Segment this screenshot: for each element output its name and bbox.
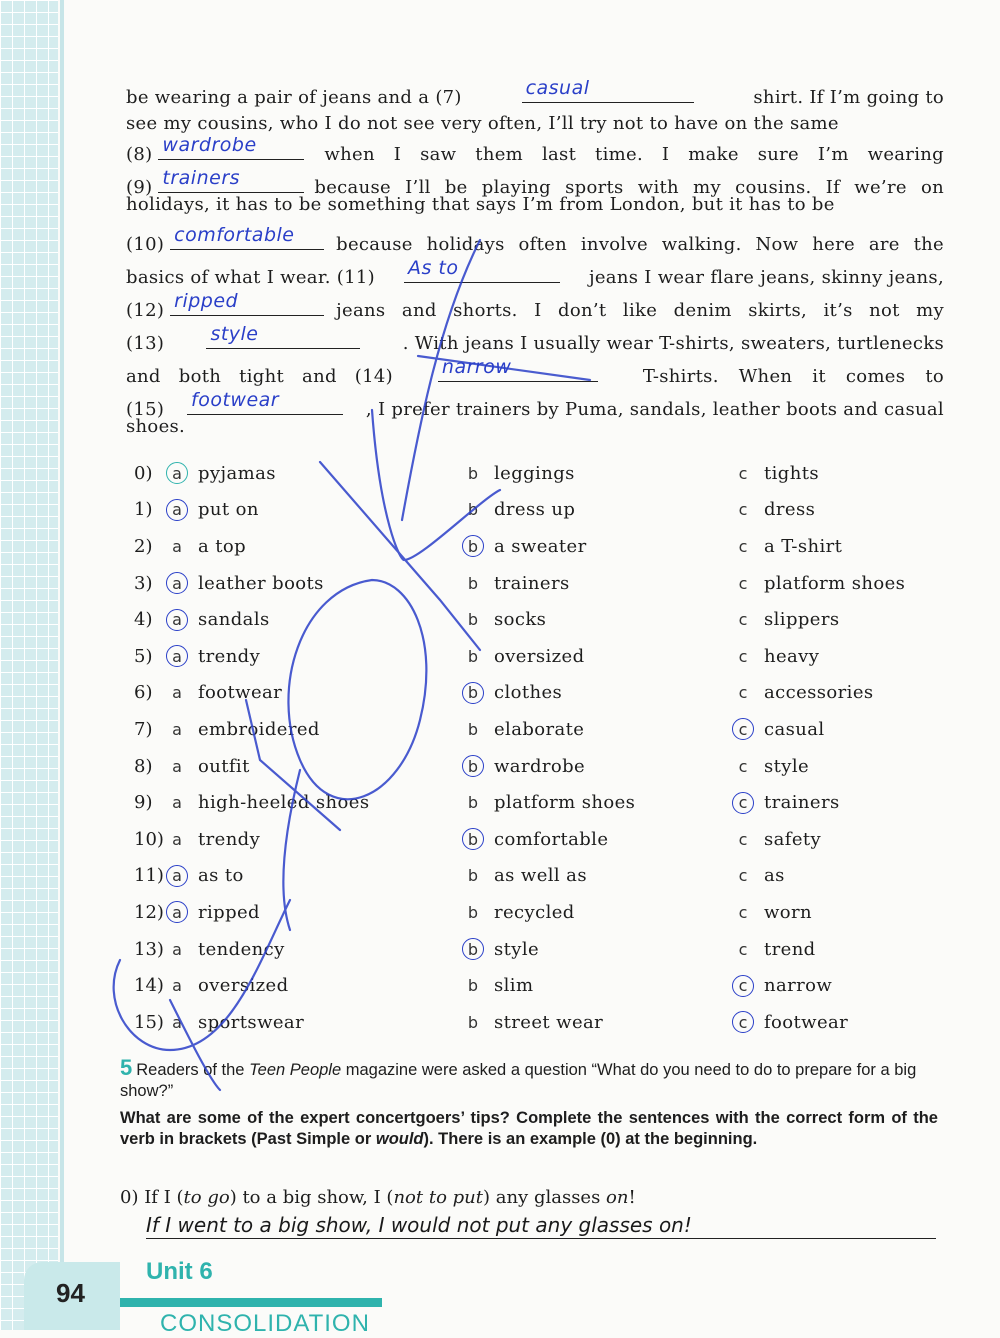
option-b[interactable] (462, 645, 585, 667)
option-row (126, 675, 946, 712)
option-number: 1) (134, 499, 153, 521)
option-c[interactable] (732, 572, 905, 594)
option-a[interactable] (166, 535, 246, 557)
option-text: narrow (764, 975, 833, 997)
option-letter: c (738, 500, 748, 520)
option-text: sportswear (198, 1011, 305, 1033)
example-answer: If I went to a big show, I would not put any glasses on! (146, 1213, 692, 1237)
example-text: ) any glasses (482, 1187, 607, 1208)
option-text: casual (764, 718, 825, 740)
option-text: style (494, 938, 540, 960)
option-letter: a (166, 901, 188, 923)
option-letter: b (467, 902, 479, 922)
option-number: 13) (134, 938, 164, 960)
passage-text: and both tight and (14) (126, 366, 393, 387)
option-letter: a (172, 939, 182, 959)
task-text: would (375, 1130, 424, 1148)
option-c[interactable] (732, 865, 785, 887)
option-letter: a (172, 756, 182, 776)
passage-text: (15) (126, 399, 165, 420)
passage-text: . With jeans I usually wear T-shirts, sweaters, turtlenecks (402, 333, 944, 354)
option-letter: c (738, 902, 748, 922)
answer-blank-12[interactable] (170, 291, 324, 316)
option-c[interactable] (732, 682, 874, 704)
option-b[interactable] (462, 792, 635, 814)
option-row (126, 455, 946, 492)
option-b[interactable] (462, 755, 585, 777)
option-number: 4) (134, 609, 153, 631)
option-a[interactable] (166, 975, 289, 997)
option-letter: b (467, 1012, 479, 1032)
option-letter: c (738, 683, 748, 703)
option-c[interactable] (732, 938, 816, 960)
answer-blank-9[interactable] (158, 168, 304, 193)
option-letter: a (172, 719, 182, 739)
option-c[interactable] (732, 645, 819, 667)
passage-line (126, 225, 944, 258)
option-text: trend (764, 938, 816, 960)
option-text: worn (764, 901, 813, 923)
option-number: 14) (134, 975, 164, 997)
answer-blank-13[interactable] (206, 324, 360, 349)
option-number: 6) (134, 682, 153, 704)
passage-text: because I’ll be playing sports with my cousins. If we’re on (314, 177, 944, 198)
passage-line (126, 167, 944, 198)
passage-text: shirt. If I’m going to (753, 87, 944, 108)
option-text: safety (764, 828, 822, 850)
option-a[interactable] (166, 1011, 304, 1033)
passage-text: because holidays often involve walking. Now here are the (336, 234, 944, 255)
passage-text: (10) (126, 234, 165, 255)
option-b[interactable] (462, 865, 587, 887)
passage-line (126, 291, 944, 324)
option-text: ripped (198, 901, 260, 923)
option-b[interactable] (462, 718, 584, 740)
handwritten-answer: ripped (174, 290, 239, 312)
passage-line (126, 324, 944, 357)
answer-blank-11[interactable] (404, 258, 560, 283)
task-text: ). There is an example (0) at the beginning. (423, 1130, 758, 1148)
option-text: leather boots (198, 572, 324, 594)
passage-text: , I prefer trainers by Puma, sandals, leather boots and casual (365, 399, 944, 420)
option-letter: c (738, 573, 748, 593)
option-letter: c (738, 866, 748, 886)
passage-text: (9) (126, 177, 153, 198)
option-number: 7) (134, 718, 153, 740)
option-letter: c (738, 829, 748, 849)
answer-blank-10[interactable] (170, 225, 324, 250)
example-sentence (120, 1187, 938, 1208)
exercise-number: 5 (120, 1055, 133, 1080)
option-row (126, 784, 946, 821)
option-text: oversized (494, 645, 585, 667)
option-c[interactable] (732, 499, 815, 521)
option-letter: b (467, 610, 479, 630)
option-text: tights (764, 462, 819, 484)
option-text: outfit (198, 755, 250, 777)
option-text: style (764, 755, 810, 777)
passage-text: see my cousins, who I do not see very often, I’ll try not to have on the same (126, 113, 839, 134)
answer-blank-15[interactable] (187, 390, 343, 415)
option-row (126, 492, 946, 529)
option-letter: b (467, 719, 479, 739)
option-letter: c (732, 718, 754, 740)
option-c[interactable] (732, 901, 812, 923)
option-letter: b (467, 976, 479, 996)
option-text: slippers (764, 609, 840, 631)
answer-options-list (126, 455, 946, 1041)
option-text: dress up (494, 499, 576, 521)
option-text: pyjamas (198, 462, 276, 484)
option-letter: b (462, 938, 484, 960)
passage-line (126, 258, 944, 291)
option-b[interactable] (462, 828, 608, 850)
option-letter: c (732, 1011, 754, 1033)
passage-line (126, 357, 944, 390)
footer-bar (120, 1298, 382, 1307)
option-a[interactable] (166, 901, 260, 923)
example-text: ! (628, 1187, 636, 1208)
section-title: CONSOLIDATION (160, 1310, 370, 1337)
option-text: as well as (494, 865, 587, 887)
option-row (126, 894, 946, 931)
option-c[interactable] (732, 609, 840, 631)
option-row (126, 601, 946, 638)
example-verb: not to put (393, 1187, 483, 1208)
example-text: 0) If I ( (120, 1187, 184, 1208)
passage-text: T-shirts. When it comes to (642, 366, 944, 387)
option-letter: a (166, 609, 188, 631)
option-a[interactable] (166, 938, 285, 960)
option-b[interactable] (462, 462, 575, 484)
option-letter: a (172, 536, 182, 556)
option-text: leggings (494, 462, 575, 484)
option-row (126, 748, 946, 785)
option-text: comfortable (494, 828, 609, 850)
handwritten-answer: narrow (441, 356, 512, 378)
exercise-5 (120, 1057, 938, 1150)
handwritten-answer: trainers (162, 167, 241, 189)
option-text: as to (198, 865, 244, 887)
option-number: 0) (134, 462, 153, 484)
passage-text: (12) (126, 300, 165, 321)
page-number: 94 (56, 1278, 85, 1308)
option-row (126, 858, 946, 895)
option-number: 15) (134, 1011, 164, 1033)
option-text: dress (764, 499, 816, 521)
option-text: accessories (764, 682, 874, 704)
passage-line (126, 192, 944, 225)
passage-text: basics of what I wear. (11) (126, 267, 375, 288)
option-c[interactable] (732, 975, 832, 997)
option-letter: b (467, 646, 479, 666)
option-text: oversized (198, 975, 289, 997)
reading-passage (126, 78, 944, 447)
option-text: embroidered (198, 718, 320, 740)
option-a[interactable] (166, 572, 324, 594)
option-a[interactable] (166, 792, 369, 814)
option-number: 9) (134, 792, 153, 814)
option-letter: c (738, 610, 748, 630)
option-a[interactable] (166, 682, 282, 704)
option-letter: b (467, 793, 479, 813)
magazine-name: Teen People (249, 1061, 342, 1079)
option-letter: a (166, 645, 188, 667)
answer-blank-14[interactable] (438, 357, 598, 382)
intro-text: magazine were asked a question “What do you need to do to prepare for a big show?” (120, 1061, 917, 1100)
exercise-task (120, 1108, 938, 1150)
option-letter: a (166, 865, 188, 887)
handwritten-answer: wardrobe (162, 134, 257, 156)
option-b[interactable] (462, 975, 533, 997)
option-letter: c (738, 463, 748, 483)
handwritten-answer: footwear (191, 389, 280, 411)
example-text: ) to a big show, I ( (229, 1187, 394, 1208)
option-text: heavy (764, 645, 820, 667)
option-text: platform shoes (494, 792, 636, 814)
option-text: trainers (494, 572, 570, 594)
option-letter: c (732, 792, 754, 814)
option-text: footwear (198, 682, 283, 704)
option-text: slim (494, 975, 534, 997)
option-c[interactable] (732, 1011, 848, 1033)
option-letter: b (467, 463, 479, 483)
option-b[interactable] (462, 682, 562, 704)
option-c[interactable] (732, 828, 821, 850)
option-text: tendency (198, 938, 285, 960)
passage-line (126, 389, 944, 420)
option-letter: c (738, 536, 748, 556)
handwritten-answer: casual (525, 77, 590, 99)
option-row (126, 931, 946, 968)
option-letter: c (732, 975, 754, 997)
option-text: socks (494, 609, 547, 631)
option-c[interactable] (732, 792, 840, 814)
option-text: a T-shirt (764, 535, 843, 557)
option-row (126, 565, 946, 602)
option-text: as (764, 865, 785, 887)
passage-text: jeans and shorts. I don’t like denim skirts, it’s not my (336, 300, 944, 321)
unit-title: Unit 6 (146, 1258, 213, 1285)
option-letter: b (467, 500, 479, 520)
handwritten-answer: comfortable (174, 224, 295, 246)
option-letter: c (738, 756, 748, 776)
passage-line (126, 78, 944, 111)
option-b[interactable] (462, 499, 575, 521)
option-letter: a (166, 572, 188, 594)
option-letter: b (462, 682, 484, 704)
margin-strip (0, 0, 58, 1330)
exercise-intro (120, 1057, 938, 1102)
option-text: trendy (198, 828, 261, 850)
option-text: clothes (494, 682, 563, 704)
option-c[interactable] (732, 755, 809, 777)
option-text: platform shoes (764, 572, 906, 594)
option-letter: b (462, 755, 484, 777)
option-row (126, 821, 946, 858)
option-row (126, 1004, 946, 1041)
option-b[interactable] (462, 938, 539, 960)
option-text: a top (198, 535, 247, 557)
option-c[interactable] (732, 462, 819, 484)
option-number: 5) (134, 645, 153, 667)
margin-line (60, 0, 64, 1330)
option-letter: a (172, 1012, 182, 1032)
option-text: elaborate (494, 718, 585, 740)
passage-text: (13) (126, 333, 165, 354)
option-b[interactable] (462, 901, 575, 923)
option-letter: b (462, 828, 484, 850)
option-row (126, 711, 946, 748)
option-a[interactable] (166, 755, 250, 777)
option-a[interactable] (166, 499, 259, 521)
option-b[interactable] (462, 535, 587, 557)
passage-text: holidays, it has to be something that says I’m from London, but it has to be (126, 194, 835, 215)
option-number: 10) (134, 828, 164, 850)
option-a[interactable] (166, 865, 244, 887)
option-text: footwear (764, 1011, 849, 1033)
option-a[interactable] (166, 645, 260, 667)
option-letter: a (172, 829, 182, 849)
option-a[interactable] (166, 462, 276, 484)
passage-text: (8) (126, 144, 153, 165)
option-row (126, 528, 946, 565)
task-text: What are some of the expert concertgoers’ tips? Complete the sentences with the correct form of the verb in brackets (Past Simple or (120, 1109, 938, 1148)
intro-text: Readers of the (136, 1061, 250, 1079)
option-b[interactable] (462, 1011, 603, 1033)
option-b[interactable] (462, 609, 546, 631)
option-text: a sweater (494, 535, 587, 557)
option-letter: a (166, 462, 188, 484)
option-row (126, 638, 946, 675)
option-letter: a (172, 683, 182, 703)
option-text: recycled (494, 901, 575, 923)
option-text: put on (198, 499, 259, 521)
passage-text: shoes. (126, 416, 186, 437)
option-text: sandals (198, 609, 270, 631)
option-text: wardrobe (494, 755, 586, 777)
option-letter: b (462, 535, 484, 557)
example-verb: to go (183, 1187, 230, 1208)
option-letter: a (172, 793, 182, 813)
example-answer-line[interactable] (146, 1210, 936, 1239)
example-text: on (606, 1187, 629, 1208)
option-text: high-heeled shoes (198, 792, 370, 814)
option-letter: a (166, 499, 188, 521)
passage-text: be wearing a pair of jeans and a (7) (126, 87, 462, 108)
option-text: street wear (494, 1011, 604, 1033)
option-text: trainers (764, 792, 840, 814)
option-b[interactable] (462, 572, 570, 594)
option-letter: c (738, 646, 748, 666)
answer-blank-8[interactable] (158, 135, 304, 160)
passage-text: when I saw them last time. I make sure I’m wearing (324, 144, 944, 165)
option-c[interactable] (732, 718, 825, 740)
option-a[interactable] (166, 609, 270, 631)
option-number: 2) (134, 535, 153, 557)
option-letter: a (172, 976, 182, 996)
answer-blank-7[interactable] (522, 78, 694, 103)
handwritten-answer: style (210, 323, 259, 345)
handwritten-answer: As to (407, 257, 459, 279)
option-text: trendy (198, 645, 261, 667)
option-c[interactable] (732, 535, 842, 557)
option-letter: b (467, 573, 479, 593)
option-a[interactable] (166, 828, 260, 850)
option-number: 11) (134, 865, 164, 887)
option-number: 8) (134, 755, 153, 777)
option-number: 12) (134, 901, 164, 923)
passage-line (126, 135, 944, 168)
option-number: 3) (134, 572, 153, 594)
option-row (126, 967, 946, 1004)
option-letter: c (738, 939, 748, 959)
option-a[interactable] (166, 718, 320, 740)
option-letter: b (467, 866, 479, 886)
passage-text: jeans I wear flare jeans, skinny jeans, (588, 267, 944, 288)
